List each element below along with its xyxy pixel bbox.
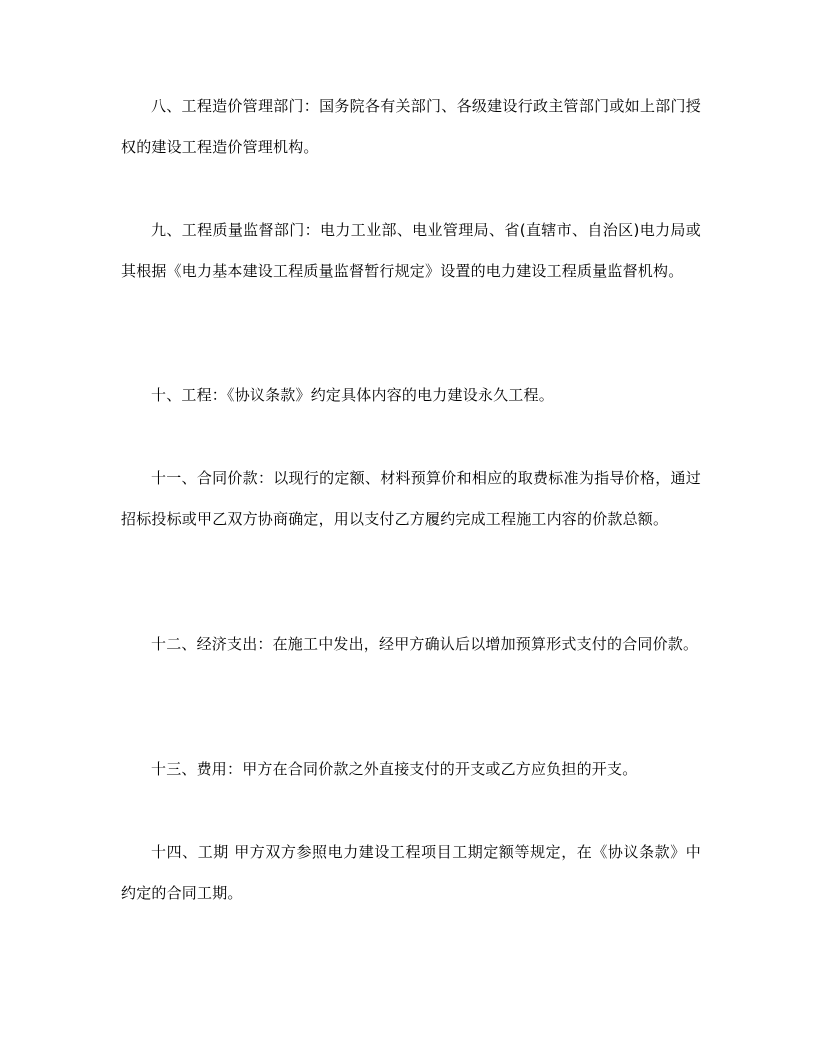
- clause-8-paragraph: 八、工程造价管理部门：国务院各有关部门、各级建设行政主管部门或如上部门授权的建设工程造价管理机构。: [121, 97, 701, 156]
- clause-14-paragraph: 十四、工期 甲方双方参照电力建设工程项目工期定额等规定，在《协议条款》中约定的合同工期。: [121, 843, 701, 902]
- clause-10-paragraph: 十、工程：《协议条款》约定具体内容的电力建设永久工程。: [151, 386, 554, 404]
- clause-9-paragraph: 九、工程质量监督部门：电力工业部、电业管理局、省(直辖市、自治区)电力局或其根据《电力基本建设工程质量监督暂行规定》设置的电力建设工程质量监督机构。: [121, 221, 701, 280]
- clause-12-paragraph: 十二、经济支出：在施工中发出，经甲方确认后以增加预算形式支付的合同价款。: [151, 635, 699, 653]
- clause-13-paragraph: 十三、费用：甲方在合同价款之外直接支付的开支或乙方应负担的开支。: [151, 760, 638, 778]
- clause-11-paragraph: 十一、合同价款：以现行的定额、材料预算价和相应的取费标准为指导价格，通过招标投标或甲乙双方协商确定，用以支付乙方履约完成工程施工内容的价款总额。: [121, 469, 701, 528]
